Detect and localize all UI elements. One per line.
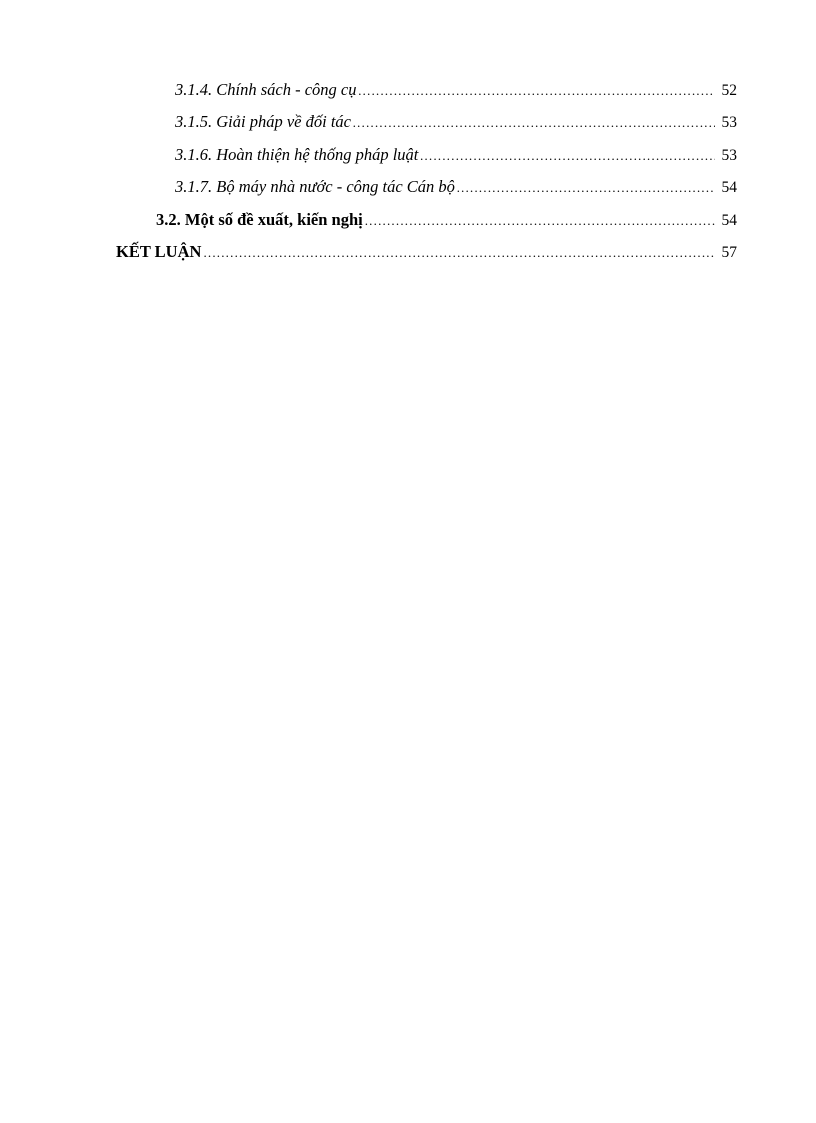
dot-leader [420, 140, 715, 172]
toc-entry-page-number: 53 [721, 114, 737, 132]
toc-entry-3-1-7[interactable] [175, 171, 737, 203]
toc-entry-ket-luan[interactable] [116, 236, 737, 268]
toc-entry-3-1-4[interactable] [175, 74, 737, 106]
toc-entry-title: 3.1.6. Hoàn thiện hệ thống pháp luật [175, 144, 419, 164]
toc-entry-page-number: 54 [721, 179, 737, 197]
dot-leader [353, 107, 715, 139]
toc-entry-title: 3.1.5. Giải pháp về đối tác [175, 112, 351, 132]
table-of-contents [0, 74, 816, 268]
toc-entry-title: 3.1.7. Bộ máy nhà nước - công tác Cán bộ [175, 177, 455, 197]
toc-entry-page-number: 52 [721, 82, 737, 99]
dot-leader [457, 172, 715, 204]
toc-entry-3-1-6[interactable] [175, 139, 737, 171]
toc-entry-title: KẾT LUẬN [116, 241, 202, 261]
toc-entry-title: 3.2. Một số đề xuất, kiến nghị [156, 209, 363, 229]
dot-leader [358, 75, 715, 107]
toc-entry-page-number: 57 [721, 243, 737, 261]
toc-entry-title: 3.1.4. Chính sách - công cụ [175, 80, 357, 99]
toc-entry-page-number: 54 [721, 211, 737, 229]
toc-entry-3-1-5[interactable] [175, 106, 737, 138]
dot-leader [203, 237, 715, 269]
toc-entry-3-2[interactable] [156, 204, 737, 236]
dot-leader [365, 205, 715, 237]
toc-entry-page-number: 53 [721, 146, 737, 164]
